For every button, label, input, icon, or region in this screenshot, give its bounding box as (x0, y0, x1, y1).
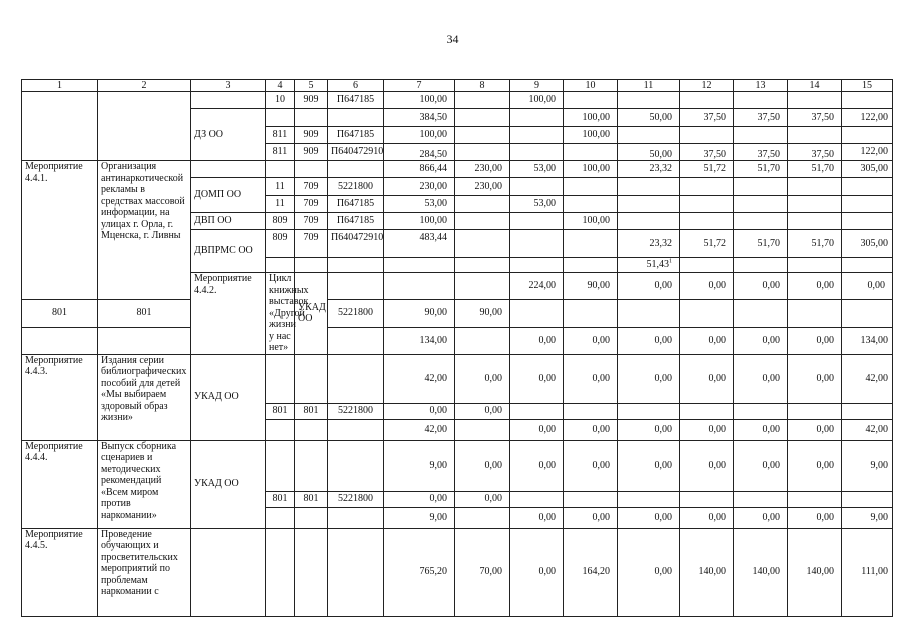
table-cell (328, 507, 384, 528)
table-cell: 37,50 (788, 144, 842, 161)
header-cell: 13 (734, 80, 788, 92)
table-cell (455, 507, 510, 528)
table-cell: 709 (295, 178, 328, 196)
table-cell: 0,00 (680, 419, 734, 440)
table-cell: 0,00 (455, 354, 510, 403)
event-label: Мероприятие 4.4.5. (22, 528, 98, 616)
table-cell: 801 (98, 299, 191, 327)
table-cell (266, 528, 295, 616)
table-row (22, 299, 893, 327)
table-cell: 37,50 (680, 144, 734, 161)
table-cell: 801 (266, 403, 295, 419)
table-cell (842, 403, 893, 419)
table-cell: 90,00 (564, 273, 618, 300)
table-cell: 42,00 (842, 419, 893, 440)
event-description: Проведение обучающих и просветительских мероприятий по проблемам наркомании с (98, 528, 191, 616)
table-cell: 809 (266, 213, 295, 230)
table-cell: 53,00 (384, 196, 455, 213)
table-cell: 909 (295, 127, 328, 144)
header-cell: 10 (564, 80, 618, 92)
executor-cell (191, 92, 266, 109)
table-cell: 809 (266, 230, 295, 258)
table-cell: 909 (295, 144, 328, 161)
executor-cell: УКАД ОО (191, 440, 266, 528)
table-cell (22, 327, 98, 354)
table-cell: 224,00 (510, 273, 564, 300)
table-cell: 134,00 (384, 327, 455, 354)
table-cell (788, 127, 842, 144)
table-cell: 483,44 (384, 230, 455, 258)
table-cell: 801 (295, 403, 328, 419)
table-cell (455, 109, 510, 127)
table-cell (618, 92, 680, 109)
executor-cell (191, 528, 266, 616)
table-cell: 0,00 (510, 440, 564, 491)
table-cell (618, 178, 680, 196)
table-cell (328, 327, 384, 354)
table-cell (328, 528, 384, 616)
table-cell (618, 213, 680, 230)
table-cell (734, 196, 788, 213)
table-cell: 230,00 (455, 161, 510, 178)
table-cell: 305,00 (842, 161, 893, 178)
table-cell: 811 (266, 144, 295, 161)
table-cell: 709 (295, 196, 328, 213)
table-cell (842, 491, 893, 507)
executor-cell: ДВП ОО (191, 213, 266, 230)
table-cell: 5221800 (328, 178, 384, 196)
table-cell: 0,00 (618, 440, 680, 491)
table-cell: 0,00 (564, 419, 618, 440)
table-cell: 305,00 (842, 230, 893, 258)
table-cell (455, 213, 510, 230)
table-row (22, 528, 893, 616)
table-cell: 11 (266, 196, 295, 213)
table-cell: 122,00 (842, 144, 893, 161)
table-cell: 37,50 (734, 144, 788, 161)
table-cell: 0,00 (510, 354, 564, 403)
table-cell: 765,20 (384, 528, 455, 616)
header-cell: 9 (510, 80, 564, 92)
table-cell: 0,00 (564, 507, 618, 528)
table-cell: 0,00 (564, 354, 618, 403)
table-cell (266, 109, 295, 127)
table-cell: 0,00 (734, 273, 788, 300)
table-cell (680, 491, 734, 507)
table-cell (842, 196, 893, 213)
table-cell: 0,00 (680, 507, 734, 528)
budget-table (21, 79, 893, 617)
table-cell (734, 178, 788, 196)
event-label-cell (22, 92, 98, 161)
table-cell (295, 109, 328, 127)
table-cell: 100,00 (564, 127, 618, 144)
table-cell (734, 491, 788, 507)
table-cell (295, 258, 328, 273)
table-cell (510, 144, 564, 161)
header-cell: 7 (384, 80, 455, 92)
table-cell (618, 258, 680, 273)
table-cell: 37,50 (788, 109, 842, 127)
table-cell (564, 92, 618, 109)
table-cell: 10 (266, 92, 295, 109)
table-cell: 100,00 (564, 109, 618, 127)
table-cell: 9,00 (384, 440, 455, 491)
table-cell: 0,00 (510, 327, 564, 354)
table-cell: 0,00 (455, 403, 510, 419)
table-cell (564, 230, 618, 258)
table-cell (564, 299, 618, 327)
table-cell: 51,70 (734, 161, 788, 178)
table-cell (510, 230, 564, 258)
table-cell: 0,00 (680, 327, 734, 354)
header-cell: 15 (842, 80, 893, 92)
table-cell: 0,00 (734, 440, 788, 491)
page-number: 34 (446, 32, 459, 46)
table-cell (734, 127, 788, 144)
table-cell (510, 109, 564, 127)
header-cell: 4 (266, 80, 295, 92)
table-cell: 100,00 (384, 213, 455, 230)
table-cell (384, 273, 455, 300)
table-cell: 5221800 (328, 491, 384, 507)
table-cell: 23,32 (618, 230, 680, 258)
table-cell (328, 161, 384, 178)
table-cell: 51,72 (680, 230, 734, 258)
table-cell (680, 196, 734, 213)
table-cell: 0,00 (788, 354, 842, 403)
table-cell: 0,00 (455, 440, 510, 491)
table-row (22, 327, 893, 354)
table-cell (564, 491, 618, 507)
table-cell (455, 327, 510, 354)
table-cell (455, 92, 510, 109)
header-row (22, 80, 893, 92)
table-cell (510, 127, 564, 144)
table-cell: 100,00 (510, 92, 564, 109)
table-cell (295, 440, 328, 491)
table-cell (842, 127, 893, 144)
table-cell: 0,00 (788, 327, 842, 354)
table-cell (328, 258, 384, 273)
header-cell: 6 (328, 80, 384, 92)
table-cell: 0,00 (618, 354, 680, 403)
table-cell (295, 354, 328, 403)
table-cell: 811 (266, 127, 295, 144)
event-label: Мероприятие 4.4.2. (191, 273, 266, 355)
table-cell (266, 440, 295, 491)
table-cell (788, 92, 842, 109)
table-cell: 51,70 (788, 161, 842, 178)
table-cell: 100,00 (384, 127, 455, 144)
table-cell (842, 299, 893, 327)
table-cell (618, 127, 680, 144)
table-cell: 51,70 (788, 230, 842, 258)
executor-cell (191, 161, 266, 178)
table-cell (328, 419, 384, 440)
table-cell (564, 403, 618, 419)
table-cell (295, 528, 328, 616)
table-cell (618, 299, 680, 327)
table-cell: 50,00 (618, 109, 680, 127)
table-cell (680, 258, 734, 273)
table-cell: 0,00 (618, 327, 680, 354)
table-cell: 70,00 (455, 528, 510, 616)
header-cell: 1 (22, 80, 98, 92)
table-cell: 134,00 (842, 327, 893, 354)
executor-cell: УКАД ОО (191, 354, 266, 440)
table-cell: 0,00 (842, 273, 893, 300)
table-cell: 140,00 (680, 528, 734, 616)
table-cell (734, 403, 788, 419)
executor-cell: УКАД ОО (295, 273, 328, 355)
table-cell: 51,72 (680, 161, 734, 178)
table-cell: 100,00 (564, 213, 618, 230)
table-cell: 37,50 (734, 109, 788, 127)
table-cell (734, 299, 788, 327)
table-cell (510, 403, 564, 419)
table-cell (328, 354, 384, 403)
table-cell: 0,00 (510, 528, 564, 616)
table-cell (266, 161, 295, 178)
table-cell: 0,00 (788, 273, 842, 300)
table-cell: 0,00 (680, 440, 734, 491)
table-cell (328, 440, 384, 491)
table-cell (680, 299, 734, 327)
table-row (22, 354, 893, 403)
table-cell: 230,00 (384, 178, 455, 196)
table-cell (618, 196, 680, 213)
table-row (22, 161, 893, 178)
executor-cell: ДЗ ОО (191, 109, 266, 161)
table-cell (680, 403, 734, 419)
header-cell: 11 (618, 80, 680, 92)
table-cell (842, 178, 893, 196)
table-cell: 284,50 (384, 144, 455, 161)
table-cell: 709 (295, 213, 328, 230)
table-cell: 100,00 (564, 161, 618, 178)
table-cell (98, 327, 191, 354)
event-desc-cell (98, 92, 191, 161)
event-label: Мероприятие 4.4.3. (22, 354, 98, 440)
table-cell: 9,00 (842, 507, 893, 528)
table-cell: 0,00 (788, 507, 842, 528)
table-cell: 100,00 (384, 92, 455, 109)
event-description: Цикл книжных выставок «Другой жизни у нас нет» (266, 273, 295, 355)
table-cell: 0,00 (384, 403, 455, 419)
table-cell (266, 354, 295, 403)
table-cell: 384,50 (384, 109, 455, 127)
table-cell: П647185 (328, 196, 384, 213)
table-cell (510, 491, 564, 507)
table-cell: 801 (22, 299, 98, 327)
table-cell: П647185 (328, 213, 384, 230)
table-cell (680, 92, 734, 109)
header-cell: 2 (98, 80, 191, 92)
table-cell: 0,00 (618, 507, 680, 528)
table-cell (455, 273, 510, 300)
header-cell: 8 (455, 80, 510, 92)
executor-cell: ДОМП ОО (191, 178, 266, 213)
table-cell: 53,00 (510, 161, 564, 178)
table-cell (734, 92, 788, 109)
table-cell: 0,00 (680, 354, 734, 403)
table-cell: 9,00 (842, 440, 893, 491)
table-cell (788, 491, 842, 507)
table-cell (842, 92, 893, 109)
table-cell: 0,00 (618, 273, 680, 300)
table-cell (734, 213, 788, 230)
table-cell (680, 178, 734, 196)
table-cell: 11 (266, 178, 295, 196)
table-cell (788, 403, 842, 419)
table-cell (842, 213, 893, 230)
table-cell: П647185 (328, 92, 384, 109)
table-cell (455, 419, 510, 440)
event-label: Мероприятие 4.4.4. (22, 440, 98, 528)
header-cell: 3 (191, 80, 266, 92)
table-cell: 140,00 (734, 528, 788, 616)
table-cell (455, 196, 510, 213)
table-cell (680, 213, 734, 230)
table-cell: 0,00 (734, 354, 788, 403)
table-cell: 122,00 (842, 109, 893, 127)
table-cell (564, 258, 618, 273)
table-cell: 0,00 (788, 419, 842, 440)
table-row (22, 440, 893, 491)
event-description: Организация антинаркотической рекламы в средствах массовой информации, на улицах г. Орла, г. Мценска, г. Ливны (98, 161, 191, 300)
event-description: Выпуск сборника сценариев и методических рекомендаций «Всем миром против наркомании» (98, 440, 191, 528)
table-cell (788, 258, 842, 273)
table-cell: П640472910 (328, 144, 384, 161)
table-cell: 909 (295, 92, 328, 109)
table-cell: 5221800 (328, 403, 384, 419)
table-cell (564, 178, 618, 196)
table-cell (455, 230, 510, 258)
table-cell: 801 (295, 491, 328, 507)
table-cell: 0,00 (618, 419, 680, 440)
table-cell: 0,00 (384, 491, 455, 507)
table-cell (266, 258, 295, 273)
table-cell: 5221800 (328, 299, 384, 327)
table-cell (295, 507, 328, 528)
table-cell (680, 127, 734, 144)
table-cell: 51,70 (734, 230, 788, 258)
table-cell: 9,00 (384, 507, 455, 528)
table-cell: 0,00 (510, 507, 564, 528)
header-cell: 12 (680, 80, 734, 92)
table-cell (455, 127, 510, 144)
table-cell (266, 507, 295, 528)
table-row (22, 92, 893, 109)
table-cell (510, 258, 564, 273)
table-cell: 230,00 (455, 178, 510, 196)
table-cell: 90,00 (384, 299, 455, 327)
table-cell: 0,00 (734, 327, 788, 354)
table-cell: 709 (295, 230, 328, 258)
table-cell (295, 161, 328, 178)
table-cell (564, 144, 618, 161)
table-cell: 0,00 (788, 440, 842, 491)
table-cell (618, 403, 680, 419)
table-cell (564, 196, 618, 213)
table-cell (510, 178, 564, 196)
footnote-marker: 1 (669, 258, 672, 265)
table-cell: 23,32 (618, 161, 680, 178)
table-cell (618, 491, 680, 507)
table-cell: 53,00 (510, 196, 564, 213)
table-cell (384, 258, 455, 273)
table-cell (510, 213, 564, 230)
table-cell: П640472910 (328, 230, 384, 258)
table-cell: 0,00 (680, 273, 734, 300)
table-cell: 0,00 (618, 528, 680, 616)
table-cell (842, 258, 893, 273)
table-cell: 0,00 (734, 507, 788, 528)
table-cell: 0,00 (455, 491, 510, 507)
table-cell (788, 213, 842, 230)
header-cell: 5 (295, 80, 328, 92)
executor-cell: ДВПРМС ОО (191, 230, 266, 273)
table-cell (455, 258, 510, 273)
table-cell (510, 299, 564, 327)
table-cell (328, 109, 384, 127)
table-cell: 0,00 (564, 440, 618, 491)
table-cell: 50,00 (618, 144, 680, 161)
table-cell (788, 299, 842, 327)
table-cell: 42,00 (384, 354, 455, 403)
table-cell: 140,00 (788, 528, 842, 616)
table-cell: 0,00 (510, 419, 564, 440)
table-cell (455, 144, 510, 161)
table-cell (266, 419, 295, 440)
event-description: Издания серии библиографических пособий для детей «Мы выбираем здоровый образ жизни» (98, 354, 191, 440)
table-cell: 111,00 (842, 528, 893, 616)
event-label: Мероприятие 4.4.1. (22, 161, 98, 300)
table-cell (788, 196, 842, 213)
table-cell: 0,00 (734, 419, 788, 440)
table-cell: 42,00 (842, 354, 893, 403)
table-cell: П647185 (328, 127, 384, 144)
table-cell (788, 178, 842, 196)
table-cell: 37,50 (680, 109, 734, 127)
table-cell: 164,20 (564, 528, 618, 616)
table-cell: 801 (266, 491, 295, 507)
table-cell (734, 258, 788, 273)
table-cell: 866,44 (384, 161, 455, 178)
table-cell (328, 273, 384, 300)
table-cell: 90,00 (455, 299, 510, 327)
table-cell: 42,00 (384, 419, 455, 440)
table-cell: 0,00 (564, 327, 618, 354)
table-cell (295, 419, 328, 440)
value-text: 51,43 (646, 259, 669, 271)
header-cell: 14 (788, 80, 842, 92)
